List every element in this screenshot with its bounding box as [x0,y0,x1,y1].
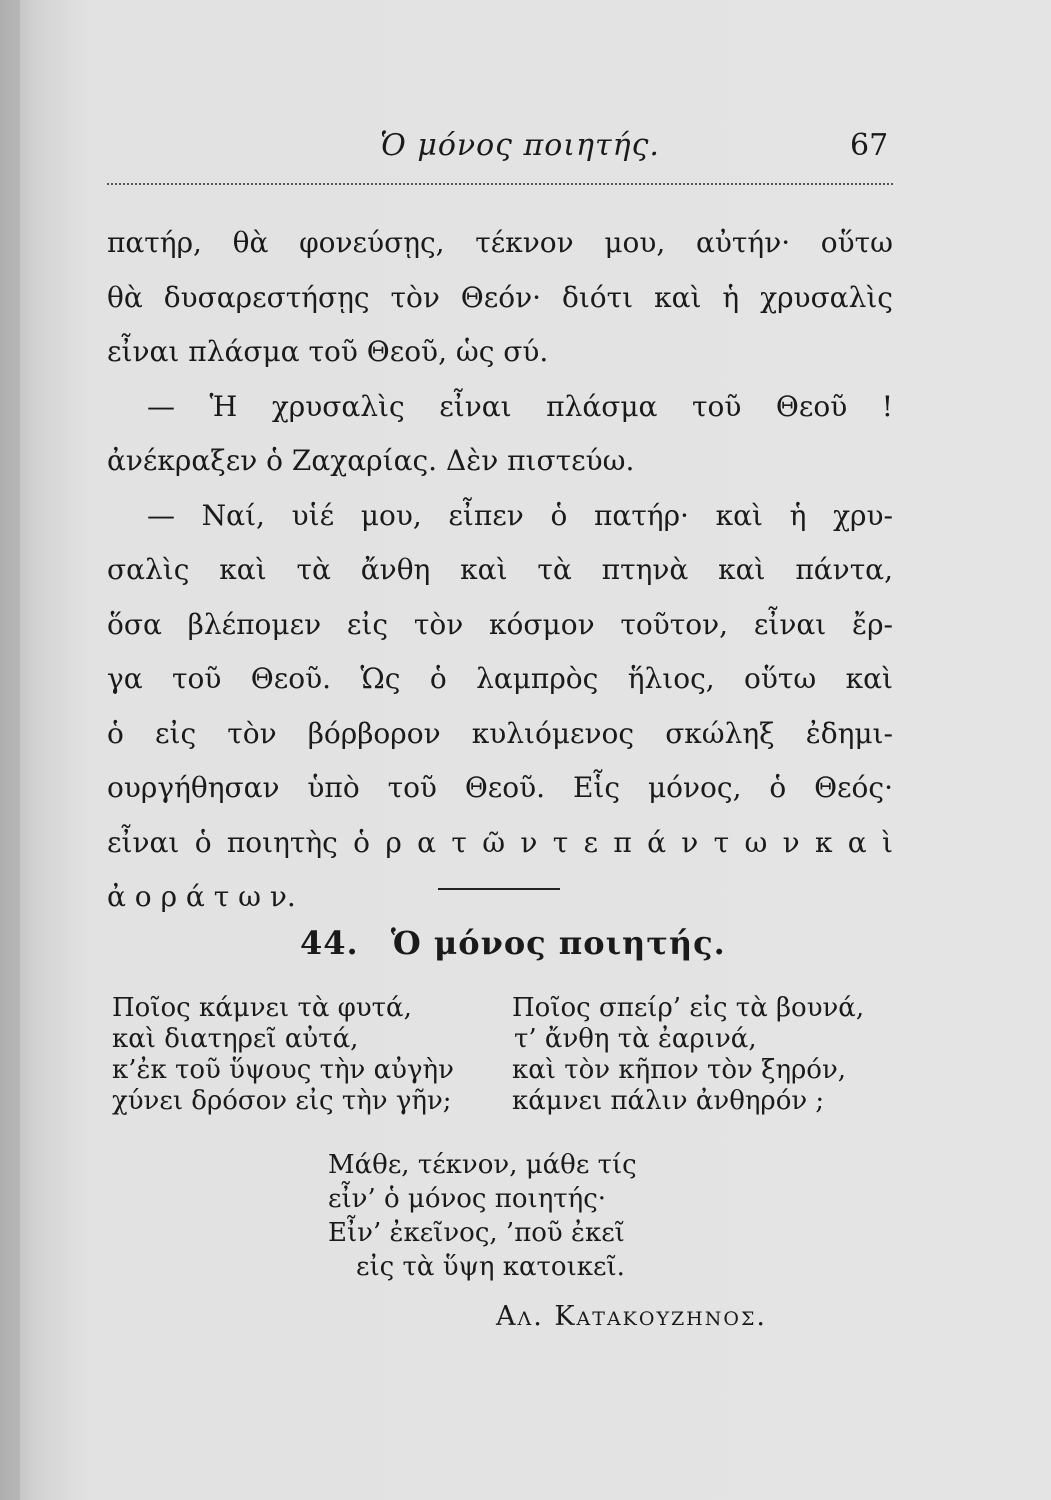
poem-line: τ’ ἄνθη τὰ ἐαρινά, [514,1024,757,1054]
page-number: 67 [850,128,889,163]
poem-line: εἰς τὰ ὕψη κατοικεῖ. [356,1252,625,1282]
prose-line: πατήρ, θὰ φονεύσῃς, τέκνον μου, αὐτήν· οὕτω [107,226,893,259]
poem-stanza-left [112,993,454,1117]
prose-line: ἀ ο ρ ά τ ω ν. [107,880,296,913]
section-number: 44. [300,924,359,962]
section-heading [300,924,740,962]
poem-line: κάμνει πάλιν ἀνθηρόν ; [512,1086,825,1116]
prose-line: — Ναί, υἱέ μου, εἶπεν ὁ πατήρ· καὶ ἡ χρυ- [147,498,893,532]
poem-line: Ποῖος σπείρ’ εἰς τὰ βουνά, [512,993,865,1023]
prose-paragraphs [107,216,893,925]
poem-line: καὶ τὸν κῆπον τὸν ξηρόν, [512,1055,847,1085]
poem-line: Εἶν’ ἐκεῖνος, ’ποῦ ἐκεῖ [328,1218,625,1248]
poem-line: Μάθε, τέκνον, μάθε τίς [328,1150,637,1180]
poem-line: χύνει δρόσον εἰς τὴν γῆν; [112,1086,452,1116]
poem-author: Αλ. Κατακουζηνος. [496,1301,767,1332]
section-separator-rule [438,888,560,890]
section-title: Ὁ μόνος ποιητής. [390,924,726,962]
poem-line: εἶν’ ὁ μόνος ποιητής· [328,1184,607,1214]
prose-line: γα τοῦ Θεοῦ. Ὡς ὁ λαμπρὸς ἥλιος, οὕτω καὶ [107,662,893,695]
prose-line: σαλὶς καὶ τὰ ἄνθη καὶ τὰ πτηνὰ καὶ πάντα, [107,553,893,586]
prose-line: — Ἡ χρυσαλὶς εἶναι πλάσμα τοῦ Θεοῦ ! [147,389,893,423]
prose-line: θὰ δυσαρεστήσῃς τὸν Θεόν· διότι καὶ ἡ χρυσαλὶς [107,280,893,314]
page-gutter-shadow [0,0,20,1500]
running-title: Ὁ μόνος ποιητής. [380,128,660,163]
header-dotted-rule [107,183,893,185]
prose-line: εἶναι πλάσμα τοῦ Θεοῦ, ὡς σύ. [107,335,549,368]
poem-stanza-right [512,993,864,1117]
poem-line: καὶ διατηρεῖ αὐτά, [112,1024,359,1054]
prose-line: ἀνέκραξεν ὁ Ζαχαρίας. Δὲν πιστεύω. [107,444,635,477]
prose-line: ὅσα βλέπομεν εἰς τὸν κόσμον τοῦτον, εἶναι ἔρ- [107,607,893,641]
prose-line: εἶναι ὁ ποιητὴς ὁ ρ α τ ῶ ν τ ε π ά ν τ ω ν κ α ὶ [107,825,893,859]
poem-line: κ’ἐκ τοῦ ὕψους τὴν αὐγὴν [112,1055,454,1085]
prose-line: ὁ εἰς τὸν βόρβορον κυλιόμενος σκώληξ ἐδημι- [107,716,893,750]
prose-line: ουργήθησαν ὑπὸ τοῦ Θεοῦ. Εἷς μόνος, ὁ Θεός· [107,771,893,804]
poem-line: Ποῖος κάμνει τὰ φυτά, [112,993,412,1023]
poem-stanza-refrain [328,1148,637,1284]
